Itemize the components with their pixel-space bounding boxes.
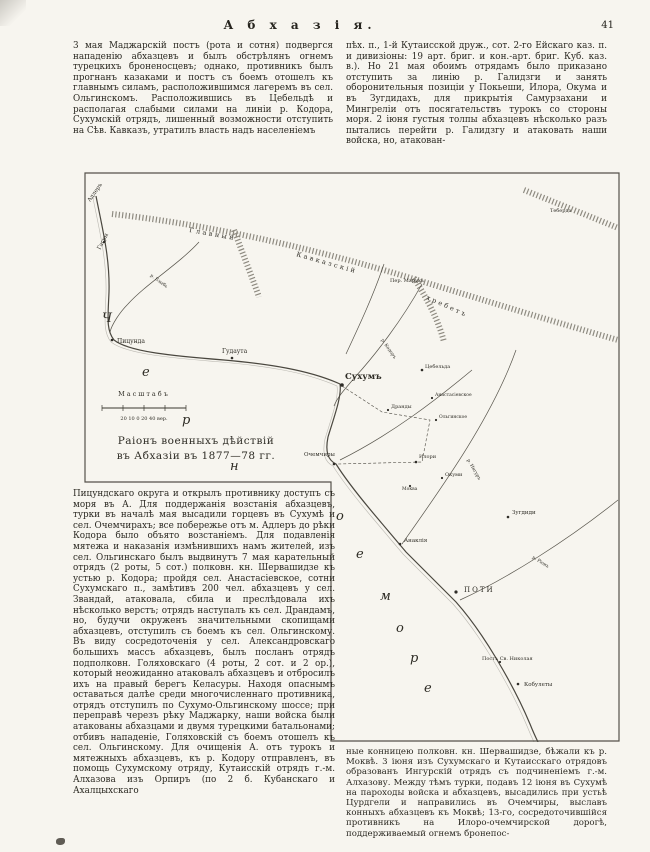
sea-letter: о xyxy=(396,621,404,636)
map-label-sukhum: Сухумъ xyxy=(345,372,382,382)
page-number: 41 xyxy=(601,20,614,31)
sea-letter: р xyxy=(182,413,191,428)
sea-letter: н xyxy=(230,459,239,474)
scale-ticks: 20 10 0 20 40 вер. xyxy=(120,416,168,422)
map-label-river-rion: р. Ріонъ xyxy=(530,555,550,570)
map-label-ochemchiry: Очемчиры xyxy=(304,452,335,458)
map-label-ridge-1: Главный xyxy=(188,226,237,243)
sea-letter: м xyxy=(380,589,391,604)
map-label-gudauta: Гудаута xyxy=(222,348,248,355)
ink-smudge xyxy=(56,838,65,845)
map-label-tsebelda: Цебельда xyxy=(425,364,451,370)
map-label-drandy: Дранды xyxy=(391,404,412,410)
text-column-bottom-left: Пицундскаго округа и открылъ противнику доступъ съ моря въ А. Для поддержанія возстанія абхазцевъ, турки въ началѣ мая высадили горцевъ въ Сухумѣ и сел. Очемчирахъ; все побережье отъ м. Адлеръ до рѣки Кодора было объято возстаніемъ. Для подавленія мятежа и наказанія измѣнившихъ намъ жителей, изъ сел. Ольгинскаго былъ выдвинутъ 7 мая карательный отрядъ (2 роты, 5 сот.) полковн. кн. Шервашидзе къ устью р. Кодора; пройдя сел. Анастасіевское, сотни Сухумскаго п., замѣтивъ 200 чел. абхазцевъ у сел. Звандай, атаковала, сбила и преслѣдовала ихъ нѣсколько верстъ; отрядъ наступалъ къ сел. Драндамъ, но, будучи окруженъ значительными скопищами абхазцевъ, отступилъ съ боемъ къ сел. Ольгинскому. Въ виду сосредоточенія у сел. Александровскаго большихъ массъ абхазцевъ, былъ посланъ отрядъ подполковн. Голяховскаго (4 роты, 2 сот. и 2 ор.), который неожиданно атаковалъ абхазцевъ и отбросилъ ихъ на правый берегъ Келасуры. Находя опаснымъ оставаться далѣе среди многочисленнаго противника, отрядъ отступилъ по Сухумо-Ольгинскому шоссе; при переправѣ черезъ рѣку Маджарку, наши войска были атакованы абхазцами и двумя турецкими батальонами; отбивъ нападеніе, Голяховскій съ боемъ отошелъ къ сел. Ольгинскому. Для очищенія А. отъ турокъ и мятежныхъ абхазцевъ, къ р. Кодору отправленъ, въ помощь Сухумскому отряду, Кутаисскій отрядъ г.-м. Алхазова изъ Орпиръ (по 2 б. Кубанскаго и Ахалцыхскаго xyxy=(73,489,335,796)
text-column-top-left: 3 мая Маджарскій постъ (рота и сотня) подвергся нападенію абхазцевъ и былъ обстрѣлянъ огнемъ турецкихъ броненосцевъ; однако, противникъ былъ прогнанъ казаками и постъ съ боемъ отошелъ къ главнымъ силамъ, расположившимся лагеремъ въ сел. Ольгинскомъ. Расположившись въ Цебельдѣ и располагая слабыми силами на линіи р. Кодора, Сухумскій отрядъ, лишенный возможности отступить на Сѣв. Кавказъ, утратилъ власть надъ населеніемъ xyxy=(73,41,333,136)
map-label-adler: Адлеръ xyxy=(86,182,104,204)
map-label-pitsunda: Пицунда xyxy=(117,338,145,345)
running-title: А б х а з і я. xyxy=(223,18,377,32)
map-label-ridge-2: Кавказскій xyxy=(295,250,359,276)
map-label-zugdidi: Зугдиди xyxy=(512,510,536,516)
map-label-okumi: Окуми xyxy=(445,472,463,478)
mountain-ridges xyxy=(112,190,618,342)
sea-letter: е xyxy=(424,681,432,696)
map-scale xyxy=(102,390,186,422)
map-label-anastasievskoe: Анастасіевское xyxy=(435,393,472,398)
map-label-gagry: Гагры xyxy=(96,232,111,251)
map-label-ridge-3: хребетъ xyxy=(425,293,470,319)
map-label-teberda: Теберда xyxy=(550,208,572,214)
map-label-mokva: Моква xyxy=(402,487,418,492)
sea-letter: Ч xyxy=(102,311,113,326)
map-label-poti: ПОТИ xyxy=(464,586,495,594)
map-label-kobulety: Кобулеты xyxy=(524,682,553,688)
map-label-river-kodor: р. Кодоръ xyxy=(379,338,397,361)
sea-letter: е xyxy=(142,365,150,380)
map-caption-line2: въ Абхазіи въ 1877—78 гг. xyxy=(116,450,276,462)
text-column-top-right: пѣх. п., 1-й Кутаисской друж., сот. 2-го Ейскаго каз. п. и дивизіоны: 19 арт. бриг. и кон.-арт. бриг. Куб. каз. в.). Но 21 мая обоимъ отрядамъ было приказано отступить за линію р. Галидзги и занять оборонительныя позиціи у Покьеши, Илора, Окума и въ Зугдидахъ, для прикрытія Самурзахани и Мингреліи отъ посягательствъ турокъ со стороны моря. 2 іюня густыя толпы абхазцевъ нѣсколько разъ пытались перейти р. Галидзгу и атаковать наши войска, но, атакован- xyxy=(346,41,607,147)
map-label-olginskoe: Ольгинское xyxy=(439,415,468,420)
map-caption xyxy=(117,435,276,462)
map-caption-line1: Раіонъ военныхъ дѣйствій xyxy=(117,435,275,447)
sea-letter: е xyxy=(356,547,364,562)
road xyxy=(338,386,430,464)
map-label-ilori: Илори xyxy=(419,454,437,460)
map-label-river-bzyb: р. Бзыбь xyxy=(148,273,169,290)
sea-letter: р xyxy=(410,651,419,666)
map-label-anaklia: Анаклія xyxy=(404,538,428,544)
map-label-marukh-pass: Пер. Марухъ xyxy=(390,278,424,284)
map-label-post-sv-nikolaya: Постъ Св. Николая xyxy=(482,656,533,662)
sea-letter: о xyxy=(336,509,344,524)
text-column-bottom-right: ные конницею полковн. кн. Шервашидзе, бѣжали къ р. Моквѣ. 3 іюня изъ Сухумскаго и Кутаисскаго отрядовъ образованъ Ингурскій отрядъ съ подчиненіемъ г.-м. Алхазову. Между тѣмъ турки, подавъ 12 іюня въ Сухумѣ на пароходы войска и абхазцевъ, высадились при устьѣ Цурдгели и направились въ Очемчиры, выславъ конныхъ абхазцевъ къ Моквѣ; 13-го, сосредоточившійся противникъ на Илоро-очемчирской дорогѣ, поддерживаемый огнемъ бронепос- xyxy=(346,747,607,839)
map-label-river-ingur: р. Ингуръ xyxy=(465,458,482,482)
scale-label: Масштабъ xyxy=(118,390,170,398)
